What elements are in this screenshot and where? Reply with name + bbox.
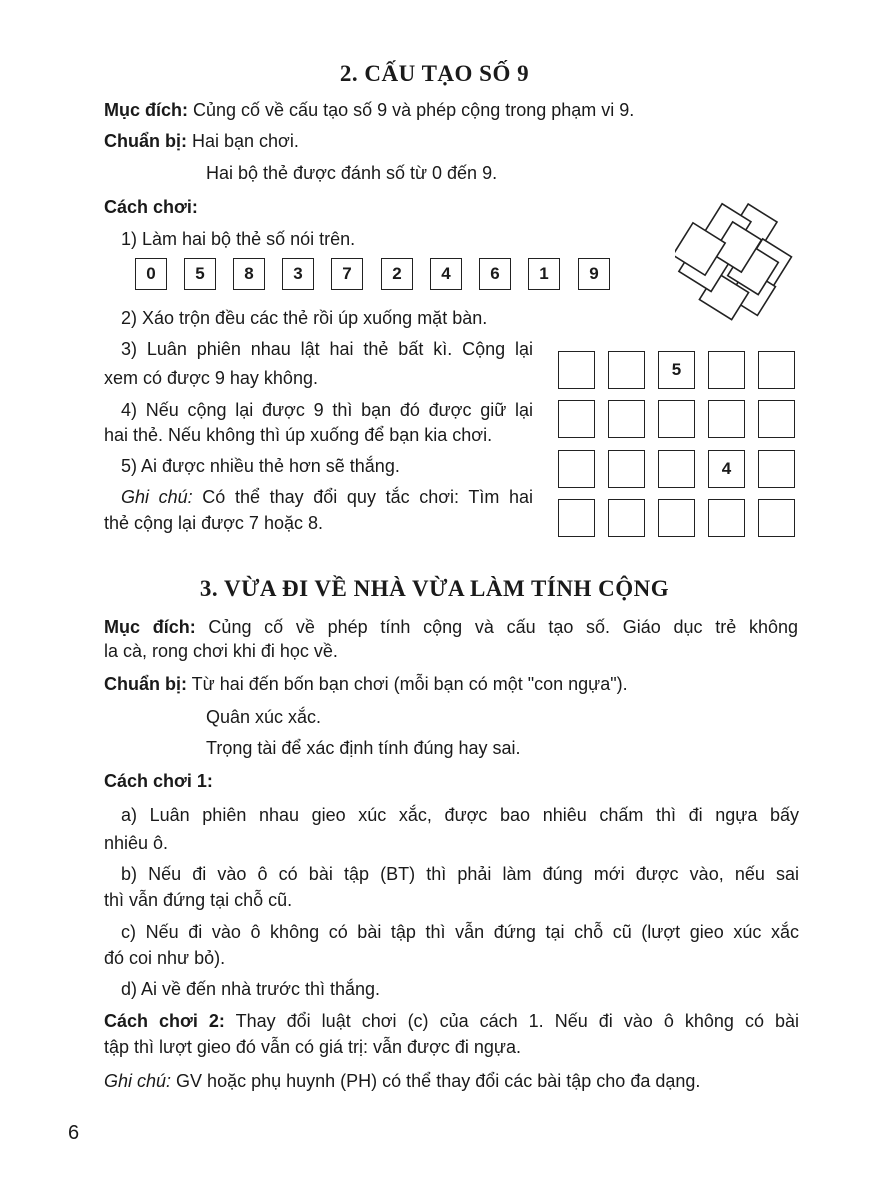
purpose-label: Mục đích: [104, 617, 196, 637]
note-line [121, 486, 533, 508]
grid-card [658, 499, 695, 537]
purpose-label: Mục đích: [104, 100, 188, 120]
grid-card [758, 351, 795, 389]
number-card: 1 [528, 258, 560, 290]
rule: nhiêu ô. [104, 833, 169, 853]
grid-card [758, 499, 795, 537]
howto2-text: tập thì lượt gieo đó vẫn có giá trị: vẫn được đi ngựa. [104, 1037, 521, 1057]
grid-card [708, 499, 745, 537]
howto1-label: Cách chơi 1: [104, 771, 213, 791]
rule: a) Luân phiên nhau gieo xúc xắc, được bao nhiêu chấm thì đi ngựa bấy [121, 805, 799, 825]
purpose-text: Củng cố về cấu tạo số 9 và phép cộng trong phạm vi 9. [188, 100, 635, 120]
step: 1) Làm hai bộ thẻ số nói trên. [121, 229, 356, 249]
grid-card [758, 400, 795, 438]
note-line [104, 1070, 700, 1092]
purpose-line [104, 99, 634, 121]
number-card: 0 [135, 258, 167, 290]
prep-text: Trọng tài để xác định tính đúng hay sai. [206, 738, 521, 758]
grid-card [558, 499, 595, 537]
rule: thì vẫn đứng tại chỗ cũ. [104, 890, 293, 910]
step: 3) Luân phiên nhau lật hai thẻ bất kì. Cộng lại [121, 339, 533, 359]
purpose-text: la cà, rong chơi khi đi học về. [104, 641, 338, 661]
number-card: 3 [282, 258, 314, 290]
shuffled-cards-illustration [675, 200, 800, 330]
note-text: thẻ cộng lại được 7 hoặc 8. [104, 513, 323, 533]
number-card: 4 [430, 258, 462, 290]
step: xem có được 9 hay không. [104, 368, 318, 388]
rule: đó coi như bỏ). [104, 948, 226, 968]
prep-line [104, 673, 628, 695]
number-card: 8 [233, 258, 265, 290]
prep-text: Quân xúc xắc. [206, 707, 322, 727]
note-text: GV hoặc phụ huynh (PH) có thể thay đổi các bài tập cho đa dạng. [171, 1071, 701, 1091]
grid-card [758, 450, 795, 488]
page-number: 6 [68, 1122, 80, 1144]
grid-card [608, 450, 645, 488]
number-card: 2 [381, 258, 413, 290]
purpose-line [104, 616, 798, 638]
purpose-text: Củng cố về phép tính cộng và cấu tạo số. Giáo dục trẻ không [195, 617, 799, 637]
rule: b) Nếu đi vào ô có bài tập (BT) thì phải làm đúng mới được vào, nếu sai [121, 864, 799, 884]
prep-text: Hai bạn chơi. [187, 131, 299, 151]
grid-card [608, 400, 645, 438]
section-2-title: 2. CẤU TẠO SỐ 9 [339, 61, 530, 86]
grid-card [558, 450, 595, 488]
number-card: 6 [479, 258, 511, 290]
grid-card [608, 351, 645, 389]
grid-card [708, 351, 745, 389]
number-card: 9 [578, 258, 610, 290]
rule: d) Ai về đến nhà trước thì thắng. [121, 979, 381, 999]
grid-card [708, 400, 745, 438]
number-card: 7 [331, 258, 363, 290]
grid-card: 5 [658, 351, 695, 389]
grid-card [658, 400, 695, 438]
number-card: 5 [184, 258, 216, 290]
prep-text: Từ hai đến bốn bạn chơi (mỗi bạn có một "con ngựa"). [187, 674, 628, 694]
grid-card [658, 450, 695, 488]
note-label: Ghi chú: [104, 1071, 172, 1091]
prep-line [104, 130, 299, 152]
note-text: Có thể thay đổi quy tắc chơi: Tìm hai [192, 487, 533, 507]
grid-card [558, 351, 595, 389]
grid-card [558, 400, 595, 438]
grid-card [608, 499, 645, 537]
section-3-title: 3. VỪA ĐI VỀ NHÀ VỪA LÀM TÍNH CỘNG [199, 576, 670, 601]
prep-label: Chuẩn bị: [104, 131, 187, 151]
step: 2) Xáo trộn đều các thẻ rồi úp xuống mặt bàn. [121, 308, 488, 328]
prep-text: Hai bộ thẻ được đánh số từ 0 đến 9. [206, 163, 498, 183]
grid-card: 4 [708, 450, 745, 488]
step: 4) Nếu cộng lại được 9 thì bạn đó được giữ lại [121, 400, 533, 420]
prep-label: Chuẩn bị: [104, 674, 187, 694]
howto2-text: Thay đổi luật chơi (c) của cách 1. Nếu đi vào ô không có bài [224, 1011, 800, 1031]
rule: c) Nếu đi vào ô không có bài tập thì vẫn đứng tại chỗ cũ (lượt gieo xúc xắc [121, 922, 799, 942]
howto2-label: Cách chơi 2: [104, 1011, 225, 1031]
note-label: Ghi chú: [121, 487, 193, 507]
howto-label: Cách chơi: [104, 197, 198, 217]
step: hai thẻ. Nếu không thì úp xuống để bạn kia chơi. [104, 425, 493, 445]
step: 5) Ai được nhiều thẻ hơn sẽ thắng. [121, 456, 400, 476]
howto2-line [104, 1010, 799, 1032]
